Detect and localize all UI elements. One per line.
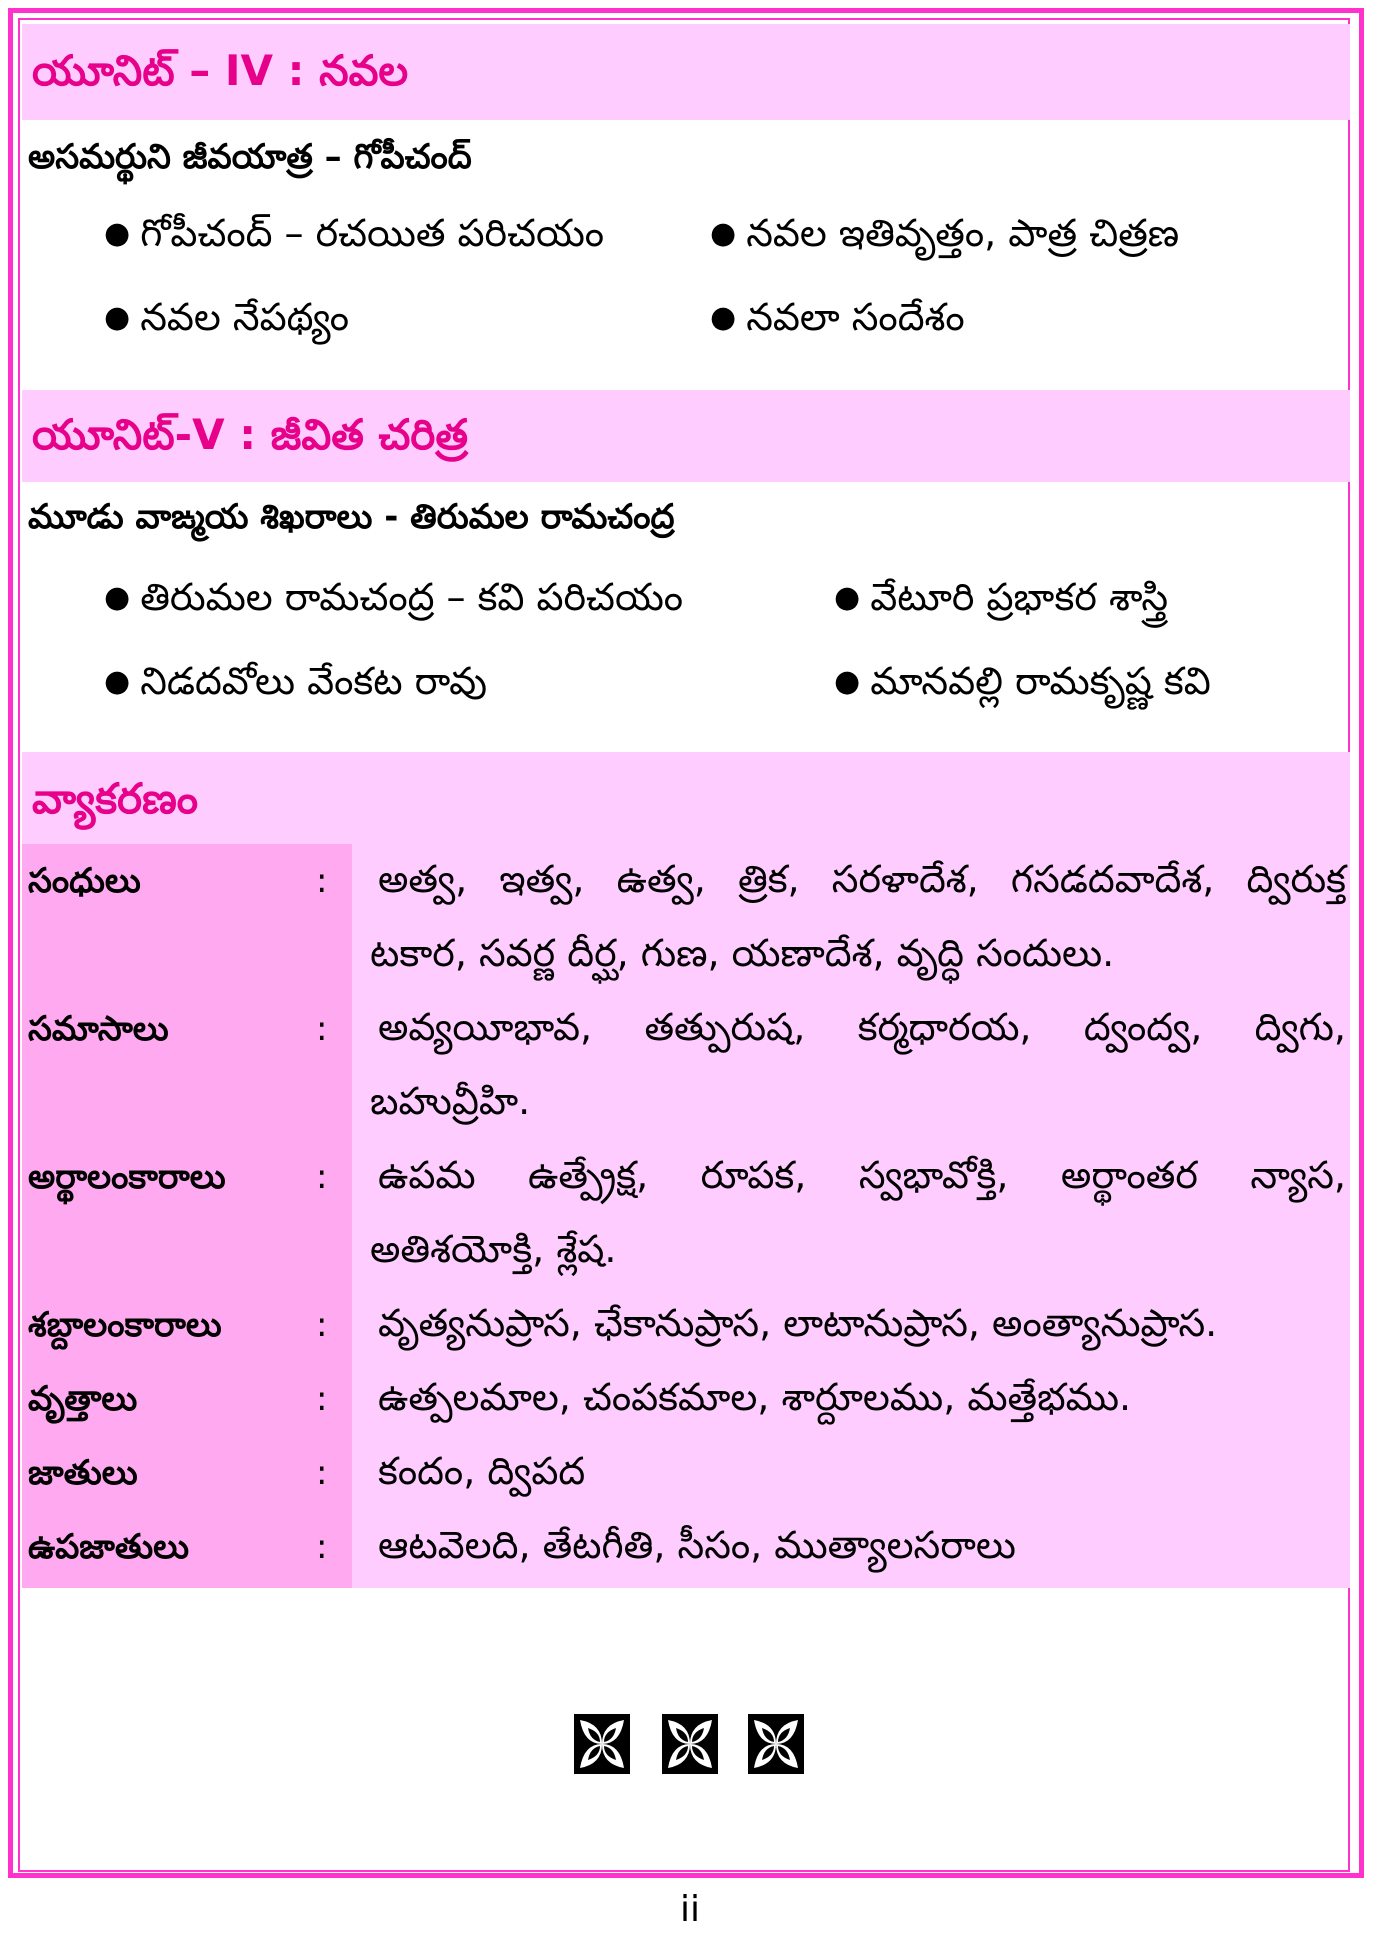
grammar-row-text: అత్వ, ఇత్వ, ఉత్వ, త్రిక, సరళాదేశ, గసడదవాదేశ, ద్విరుక్త: [378, 857, 1346, 901]
grammar-row-text: అవ్యయీభావ, తత్పురుష, కర్మధారయ, ద్వంద్వ, ద్విగు,: [378, 1005, 1346, 1049]
unit4-bullet-3: ● నవల నేపథ్యం: [104, 295, 349, 339]
grammar-row-text: వృత్యనుప్రాస, ఛేకానుప్రాస, లాటానుప్రాస, అంత్యానుప్రాస.: [378, 1301, 1218, 1345]
unit4-bullet-1: ● గోపీచంద్ – రచయిత పరిచయం: [104, 211, 605, 255]
grammar-row-text: ఉత్పలమాల, చంపకమాల, శార్దూలము, మత్తేభము.: [378, 1375, 1132, 1419]
grammar-row-colon: :: [316, 861, 328, 901]
floral-tile-icon: [748, 1714, 804, 1774]
grammar-row-text-cont: టకార, సవర్ణ దీర్ఘ, గుణ, యణాదేశ, వృద్ధి సందులు.: [370, 931, 1115, 975]
grammar-row-text-cont: బహువ్రీహి.: [370, 1079, 531, 1123]
unit5-bullet-1: ● తిరుమల రామచంద్ర – కవి పరిచయం: [104, 575, 684, 619]
bullet-dot-icon: ●: [834, 664, 861, 699]
unit4-band: [22, 24, 1350, 120]
grammar-row-label: సంధులు: [28, 861, 141, 901]
bullet-dot-icon: ●: [710, 216, 737, 251]
grammar-row-label: శబ్దాలంకారాలు: [28, 1305, 222, 1345]
unit4-subheading: అసమర్థుని జీవయాత్ర – గోపీచంద్: [28, 137, 472, 177]
grammar-row-colon: :: [316, 1379, 328, 1419]
unit4-bullet-4: ● నవలా సందేశం: [710, 295, 965, 339]
bullet-dot-icon: ●: [104, 216, 131, 251]
grammar-row-text: ఉపమ ఉత్ప్రేక్ష, రూపక, స్వభావోక్తి, అర్థాంతర న్యాస,: [378, 1153, 1346, 1197]
grammar-row-colon: :: [316, 1453, 328, 1493]
unit4-bullet-2: ● నవల ఇతివృత్తం, పాత్ర చిత్రణ: [710, 211, 1180, 255]
page-number: ii: [679, 1889, 700, 1930]
unit5-title: యూనిట్-V : జీవిత చరిత్ర: [32, 410, 469, 459]
grammar-title: వ్యాకరణం: [32, 774, 199, 823]
grammar-row-label: వృత్తాలు: [28, 1379, 138, 1419]
grammar-row-label: సమాసాలు: [28, 1009, 169, 1049]
grammar-row-colon: :: [316, 1157, 328, 1197]
bullet-dot-icon: ●: [834, 580, 861, 615]
grammar-row-label: అర్థాలంకారాలు: [28, 1157, 226, 1197]
unit5-bullet-3: ● నిడదవోలు వేంకట రావు: [104, 659, 488, 703]
bullet-dot-icon: ●: [104, 664, 131, 699]
floral-tile-icon: [662, 1714, 718, 1774]
grammar-row-colon: :: [316, 1527, 328, 1567]
grammar-row-text: ఆటవెలది, తేటగీతి, సీసం, ముత్యాలసరాలు: [378, 1523, 1016, 1567]
unit4-title: యూనిట్ – IV : నవల: [32, 46, 409, 95]
grammar-row-text-cont: అతిశయోక్తి, శ్లేష.: [370, 1227, 617, 1271]
floral-tile-icon: [574, 1714, 630, 1774]
bullet-dot-icon: ●: [104, 580, 131, 615]
unit5-subheading: మూడు వాఙ్మయ శిఖరాలు - తిరుమల రామచంద్ర: [28, 497, 675, 537]
unit5-bullet-2: ● వేటూరి ప్రభాకర శాస్త్రి: [834, 575, 1169, 619]
grammar-row-label: జాతులు: [28, 1453, 138, 1493]
bullet-dot-icon: ●: [710, 300, 737, 335]
ornament-row: [572, 1712, 808, 1776]
bullet-dot-icon: ●: [104, 300, 131, 335]
grammar-band: [22, 752, 1350, 844]
unit5-band: [22, 390, 1350, 482]
grammar-row-label: ఉపజాతులు: [28, 1527, 189, 1567]
grammar-row-colon: :: [316, 1009, 328, 1049]
grammar-row-colon: :: [316, 1305, 328, 1345]
grammar-row-text: కందం, ద్విపద: [378, 1449, 586, 1493]
unit5-bullet-4: ● మానవల్లి రామకృష్ణ కవి: [834, 659, 1211, 703]
